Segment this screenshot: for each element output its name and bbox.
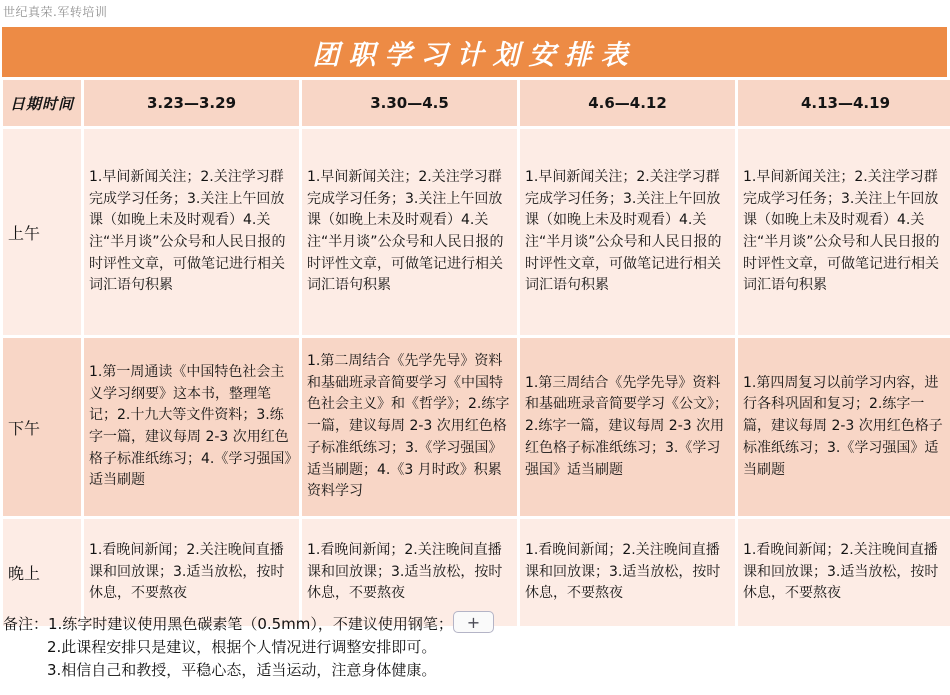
app-watermark: 世纪真荣.军转培训 — [3, 5, 108, 19]
schedule-cell: 1.早间新闻关注；2.关注学习群完成学习任务；3.关注上午回放课（如晚上未及时观看）4.关注“半月谈”公众号和人民日报的时评性文章，可做笔记进行相关词汇语句积累 — [84, 129, 299, 335]
schedule-cell: 1.看晚间新闻；2.关注晚间直播课和回放课；3.适当放松，按时休息，不要熬夜 — [738, 519, 950, 626]
corner-header: 日期时间 — [3, 80, 81, 126]
page-title: 团职学习计划安排表 — [312, 39, 637, 71]
note-item-1: 1.练字时建议使用黑色碳素笔（0.5mm），不建议使用钢笔； — [48, 615, 453, 633]
column-header-week4: 4.13—4.19 — [738, 80, 950, 126]
schedule-cell: 1.第一周通读《中国特色社会主义学习纲要》这本书，整理笔记；2.十九大等文件资料；3.练字一篇，建议每周 2-3 次用红色格子标准纸练习；4.《学习强国》适当刷题 — [84, 338, 299, 516]
header-row — [3, 80, 950, 126]
schedule-cell: 1.看晚间新闻；2.关注晚间直播课和回放课；3.适当放松，按时休息，不要熬夜 — [520, 519, 735, 626]
schedule-cell: 1.看晚间新闻；2.关注晚间直播课和回放课；3.适当放松，按时休息，不要熬夜 — [302, 519, 517, 626]
schedule-cell: 1.看晚间新闻；2.关注晚间直播课和回放课；3.适当放松，按时休息，不要熬夜 — [84, 519, 299, 626]
schedule-table — [0, 77, 950, 629]
row-morning — [3, 129, 950, 335]
schedule-cell: 1.第二周结合《先学先导》资料和基础班录音简要学习《中国特色社会主义》和《哲学》；2.练字一篇，建议每周 2-3 次用红色格子标准纸练习；3.《学习强国》适当刷题；4.《3 月时政》积累资料学习 — [302, 338, 517, 516]
row-label-morning: 上午 — [3, 129, 81, 335]
row-evening — [3, 519, 950, 626]
note-line-2 — [47, 636, 643, 659]
column-header-week3: 4.6—4.12 — [520, 80, 735, 126]
note-item-3: 3.相信自己和教授，平稳心态，适当运动，注意身体健康。 — [47, 661, 437, 679]
row-label-evening: 晚上 — [3, 519, 81, 626]
notes-block — [3, 613, 643, 682]
column-header-week1: 3.23—3.29 — [84, 80, 299, 126]
schedule-cell: 1.第四周复习以前学习内容，进行各科巩固和复习；2.练字一篇，建议每周 2-3 次用红色格子标准纸练习；3.《学习强国》适当刷题 — [738, 338, 950, 516]
row-afternoon — [3, 338, 950, 516]
add-button[interactable]: + — [453, 611, 494, 633]
title-banner — [2, 27, 947, 77]
row-label-afternoon: 下午 — [3, 338, 81, 516]
note-line-3 — [47, 659, 643, 682]
schedule-cell: 1.早间新闻关注；2.关注学习群完成学习任务；3.关注上午回放课（如晚上未及时观看）4.关注“半月谈”公众号和人民日报的时评性文章，可做笔记进行相关词汇语句积累 — [520, 129, 735, 335]
notes-label: 备注： — [3, 615, 49, 633]
note-item-2: 2.此课程安排只是建议，根据个人情况进行调整安排即可。 — [47, 638, 437, 656]
schedule-cell: 1.早间新闻关注；2.关注学习群完成学习任务；3.关注上午回放课（如晚上未及时观看）4.关注“半月谈”公众号和人民日报的时评性文章，可做笔记进行相关词汇语句积累 — [302, 129, 517, 335]
schedule-cell: 1.早间新闻关注；2.关注学习群完成学习任务；3.关注上午回放课（如晚上未及时观看）4.关注“半月谈”公众号和人民日报的时评性文章，可做笔记进行相关词汇语句积累 — [738, 129, 950, 335]
schedule-cell: 1.第三周结合《先学先导》资料和基础班录音简要学习《公文》；2.练字一篇，建议每周 2-3 次用红色格子标准纸练习；3.《学习强国》适当刷题 — [520, 338, 735, 516]
note-line-1 — [3, 613, 643, 636]
column-header-week2: 3.30—4.5 — [302, 80, 517, 126]
